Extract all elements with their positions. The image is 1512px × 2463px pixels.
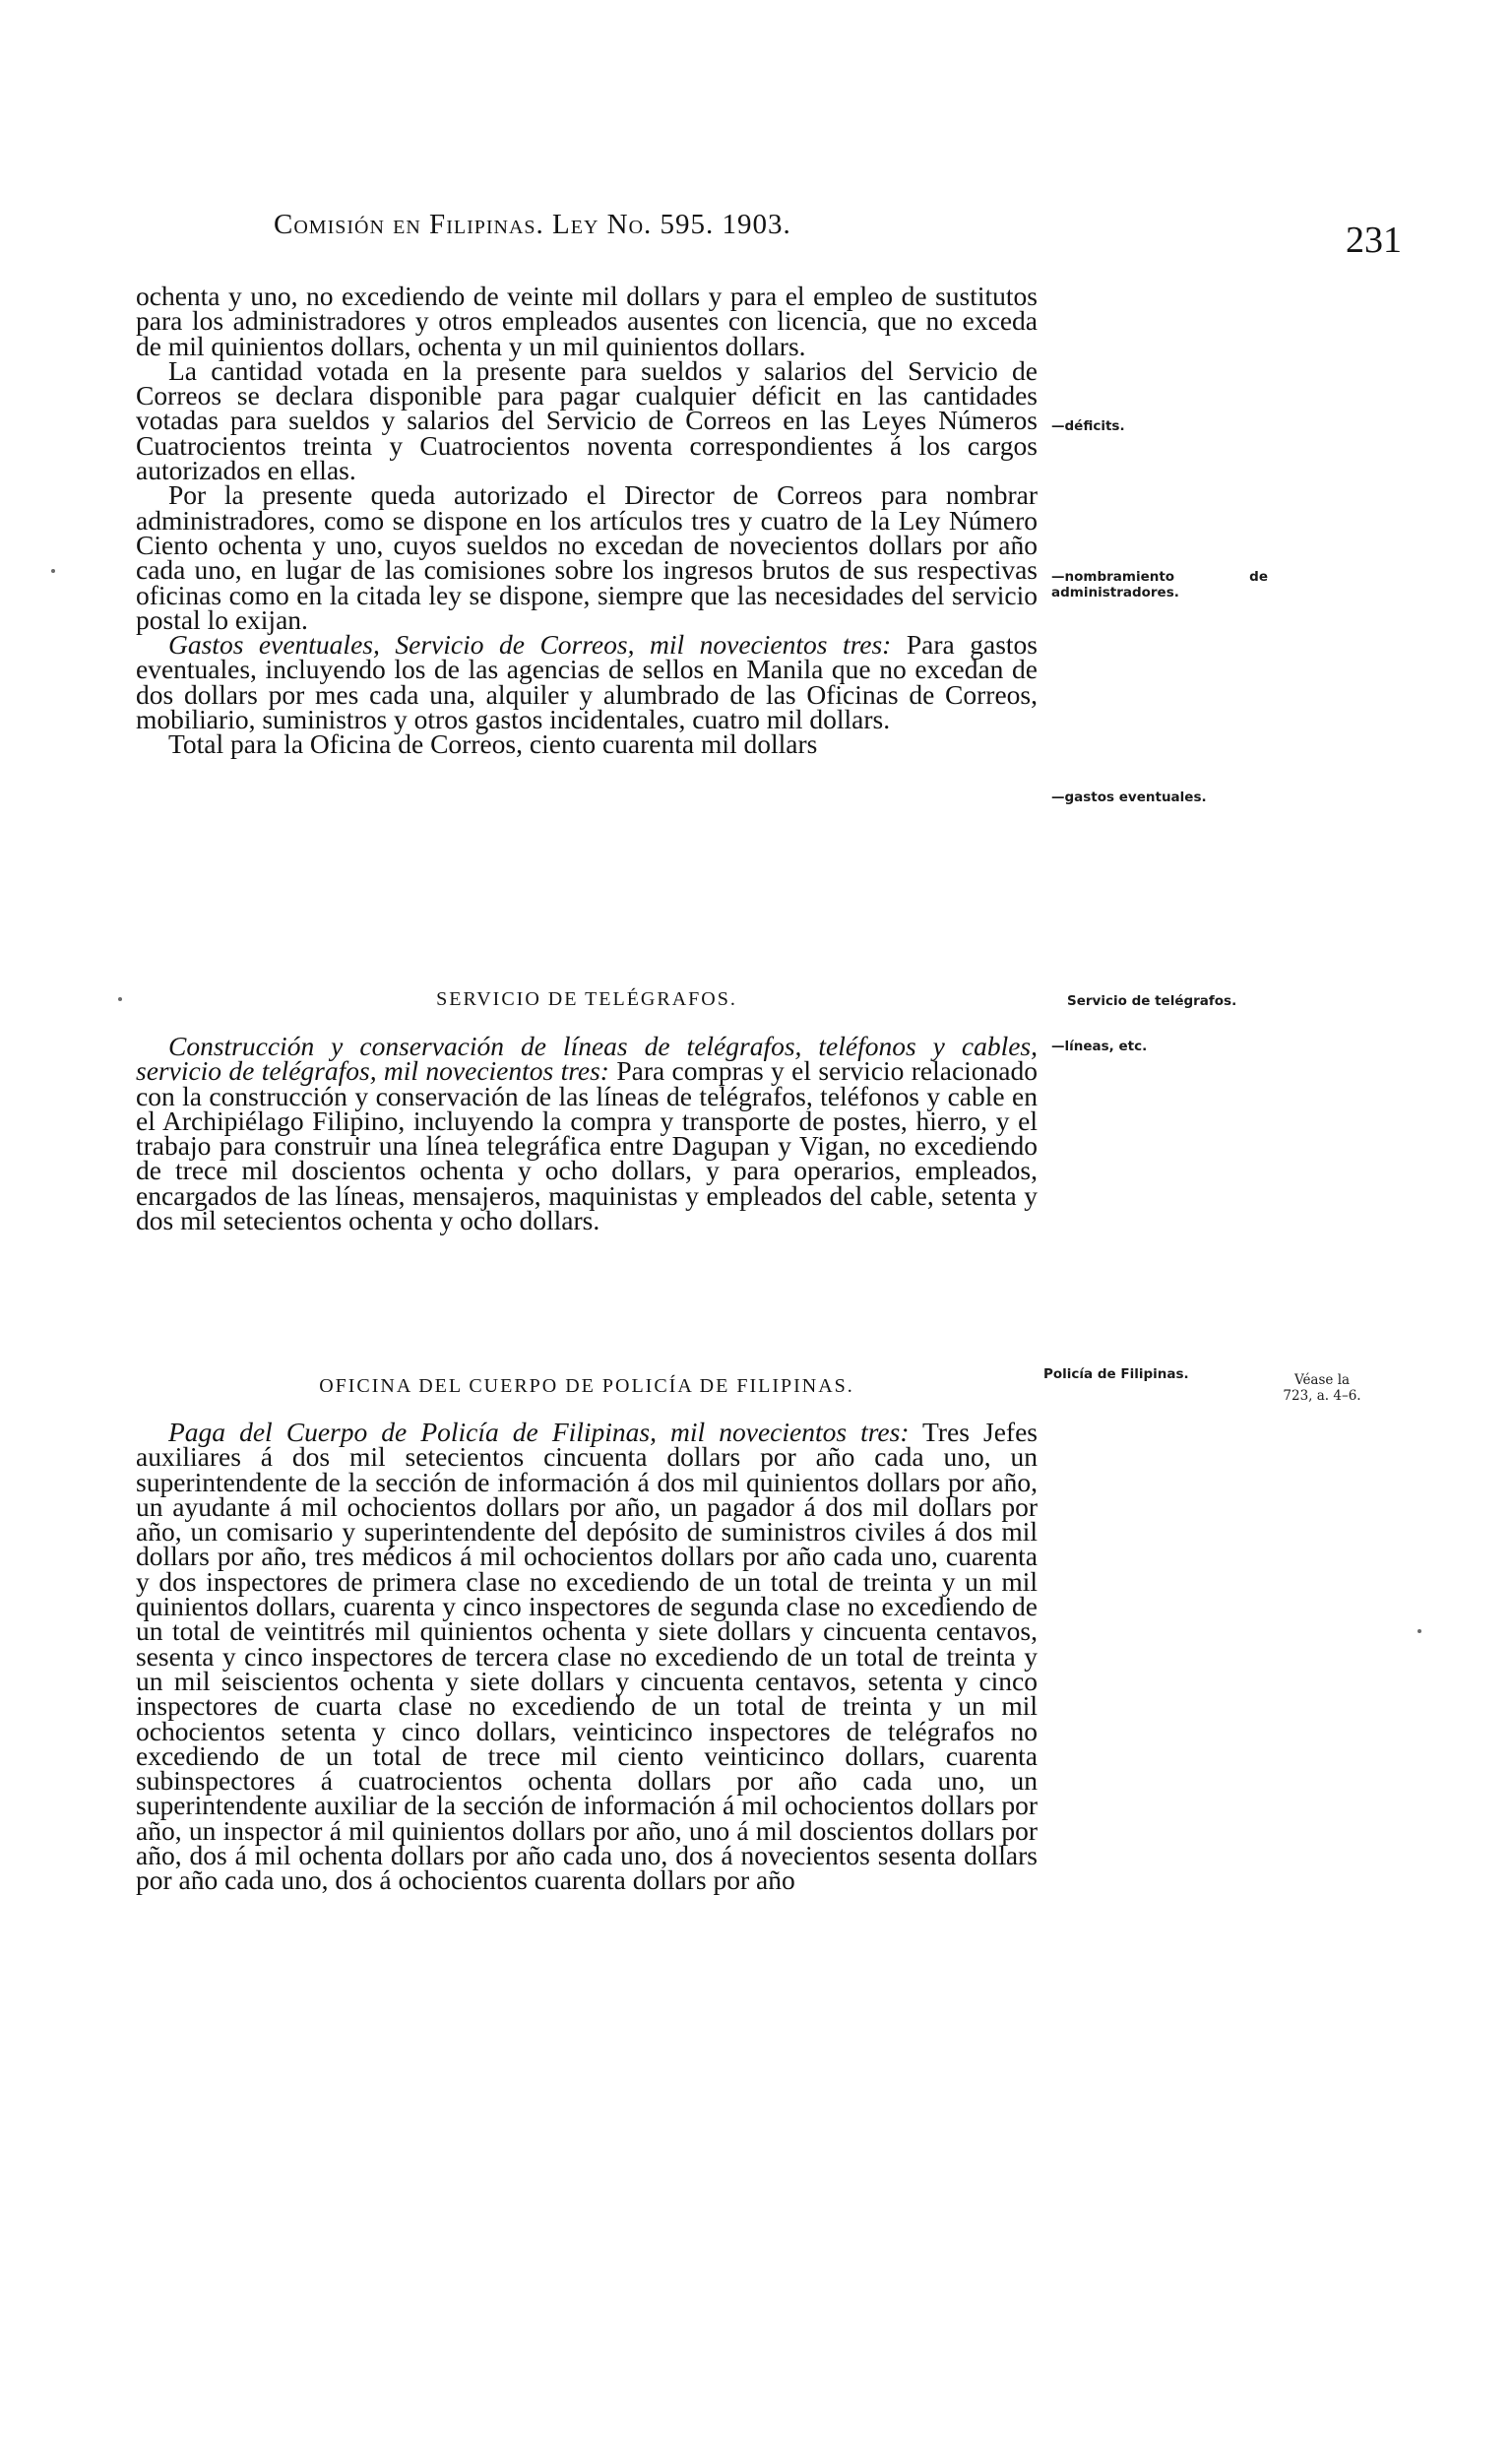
paragraph-total-correos: Total para la Oficina de Correos, ciento cuarenta mil dollars [168, 728, 818, 760]
paragraph-nombramiento: Por la presente queda autorizado el Director de Correos para nombrar administradores, como se dispone en los artículos tres y cuatro de la Ley Número Ciento ochenta y uno, cuyos sueldos no excedan de novecientos dollars por año cada uno, en lugar de las comisiones sobre los ingresos brutos de sus respectivas oficinas como en la citada ley se dispone, siempre que las necesidades del servicio postal lo exijan. [136, 479, 1038, 635]
margin-note-lineas: —líneas, etc. [1051, 1039, 1148, 1054]
paragraph-ochenta-y-uno: ochenta y uno, no excediendo de veinte mil dollars y para el empleo de sustitutos para los administradores y otros empleados ausentes con licencia, que no exceda de mil quinientos dollars, ochenta y un mil quinientos dollars. [136, 281, 1038, 361]
scan-speck [1418, 1629, 1421, 1633]
paragraph-deficit: La cantidad votada en la presente para sueldos y salarios del Servicio de Correos se declara disponible para pagar cualquier déficit en las cantidades votadas para sueldos y salarios del Servicio de Correos en las Leyes Números Cuatrocientos treinta y Cuatrocientos noventa correspondientes á los cargos autorizados en ellas. [136, 354, 1038, 486]
margin-note-vease: Véase la 723, a. 4–6. [1283, 1372, 1361, 1404]
margin-note-gastos: —gastos eventuales. [1051, 789, 1207, 805]
gastos-eventuales-lead: Gastos eventuales, Servicio de Correos, mil novecientos tres: [168, 629, 892, 661]
paga-policia-text: Tres Jefes auxiliares á dos mil setecientos cincuenta dollars por año cada uno, un superintendente de la sección de información á dos mil quinientos dollars por año, un ayudante á mil ochocientos dollars por año, un pagador á dos mil dollars por año, un comisario y superintendente del depósito de suministros civiles á dos mil dollars por año, tres médicos á mil ochocientos dollars por año cada uno, cuarenta y dos inspectores de primera clase no excediendo de un total de treinta y un mil quinientos dollars, cuarenta y cinco inspectores de segunda clase no excediendo de un total de veintitrés mil quinientos ochenta y siete dollars y cincuenta centavos, sesenta y cinco inspectores de tercera clase no excediendo de un total de treinta y un mil seiscientos ochenta y siete dollars y cincuenta centavos, setenta y cinco inspectores de cuarta clase no excediendo de un total de treinta y un mil ochocientos setenta y cinco dollars, veinticinco inspectores de telégrafos no excediendo de un total de trece mil ciento veinticinco dollars, cuarenta subinspectores á cuatrocientos ochenta dollars por año cada uno, un superintendente auxiliar de la sección de información á mil ochocientos dollars por año, un inspector á mil quinientos dollars por año, uno á mil doscientos dollars por año, dos á mil ochenta dollars por año cada uno, dos á novecientos sesenta dollars por año cada uno, dos á ochocientos cuarenta dollars por año [136, 1417, 1038, 1896]
body-section-correos [136, 281, 1038, 760]
construccion-text: Para compras y el servicio relacionado con la construcción y conservación de las líneas de telégrafos, teléfonos y cable en el Archipiélago Filipino, incluyendo la compra y transporte de postes, hierro, y el trabajo para construir una línea telegráfica entre Dagupan y Vigan, no excediendo de trece mil doscientos ochenta y ocho dollars, y para operarios, empleados, encargados de las líneas, mensajeros, maquinistas y empleados del cable, setenta y dos mil setecientos ochenta y ocho dollars. [136, 1055, 1039, 1236]
paga-policia-lead: Paga del Cuerpo de Policía de Filipinas, mil novecientos tres: [168, 1417, 910, 1447]
margin-note-deficits: —déficits. [1051, 418, 1125, 434]
construccion-lead: Construcción y conservación de líneas de telégrafos, teléfonos y cables, servicio de telégrafos, mil novecientos tres: [136, 1031, 1038, 1087]
running-head: Comisión en Filipinas. Ley No. 595. 1903. [274, 209, 791, 240]
body-section-policia [136, 1417, 1038, 1896]
heading-cuerpo-policia: OFICINA DEL CUERPO DE POLICÍA DE FILIPINAS. [319, 1375, 854, 1397]
scan-speck [118, 997, 122, 1001]
margin-note-policia: Policía de Filipinas. [1043, 1366, 1189, 1382]
margin-note-nombramiento: —nombramiento de administradores. [1051, 569, 1268, 600]
scan-speck [51, 569, 55, 573]
body-section-telegrafos [136, 1031, 1039, 1236]
heading-servicio-telegrafos: SERVICIO DE TELÉGRAFOS. [436, 988, 737, 1010]
paragraph-paga-policia [136, 1417, 1038, 1896]
gastos-eventuales-text: Para gastos eventuales, incluyendo los de las agencias de sellos en Manila que no excedan de dos dollars por mes cada una, alquiler y alumbrado de las Oficinas de Correos, mobiliario, suministros y otros gastos incidentales, cuatro mil dollars. [136, 629, 1038, 735]
paragraph-gastos-eventuales [136, 629, 1038, 735]
margin-note-servicio-telegrafos: Servicio de telégrafos. [1067, 993, 1237, 1009]
paragraph-construccion-lineas [136, 1031, 1039, 1236]
page-number: 231 [1346, 220, 1402, 261]
